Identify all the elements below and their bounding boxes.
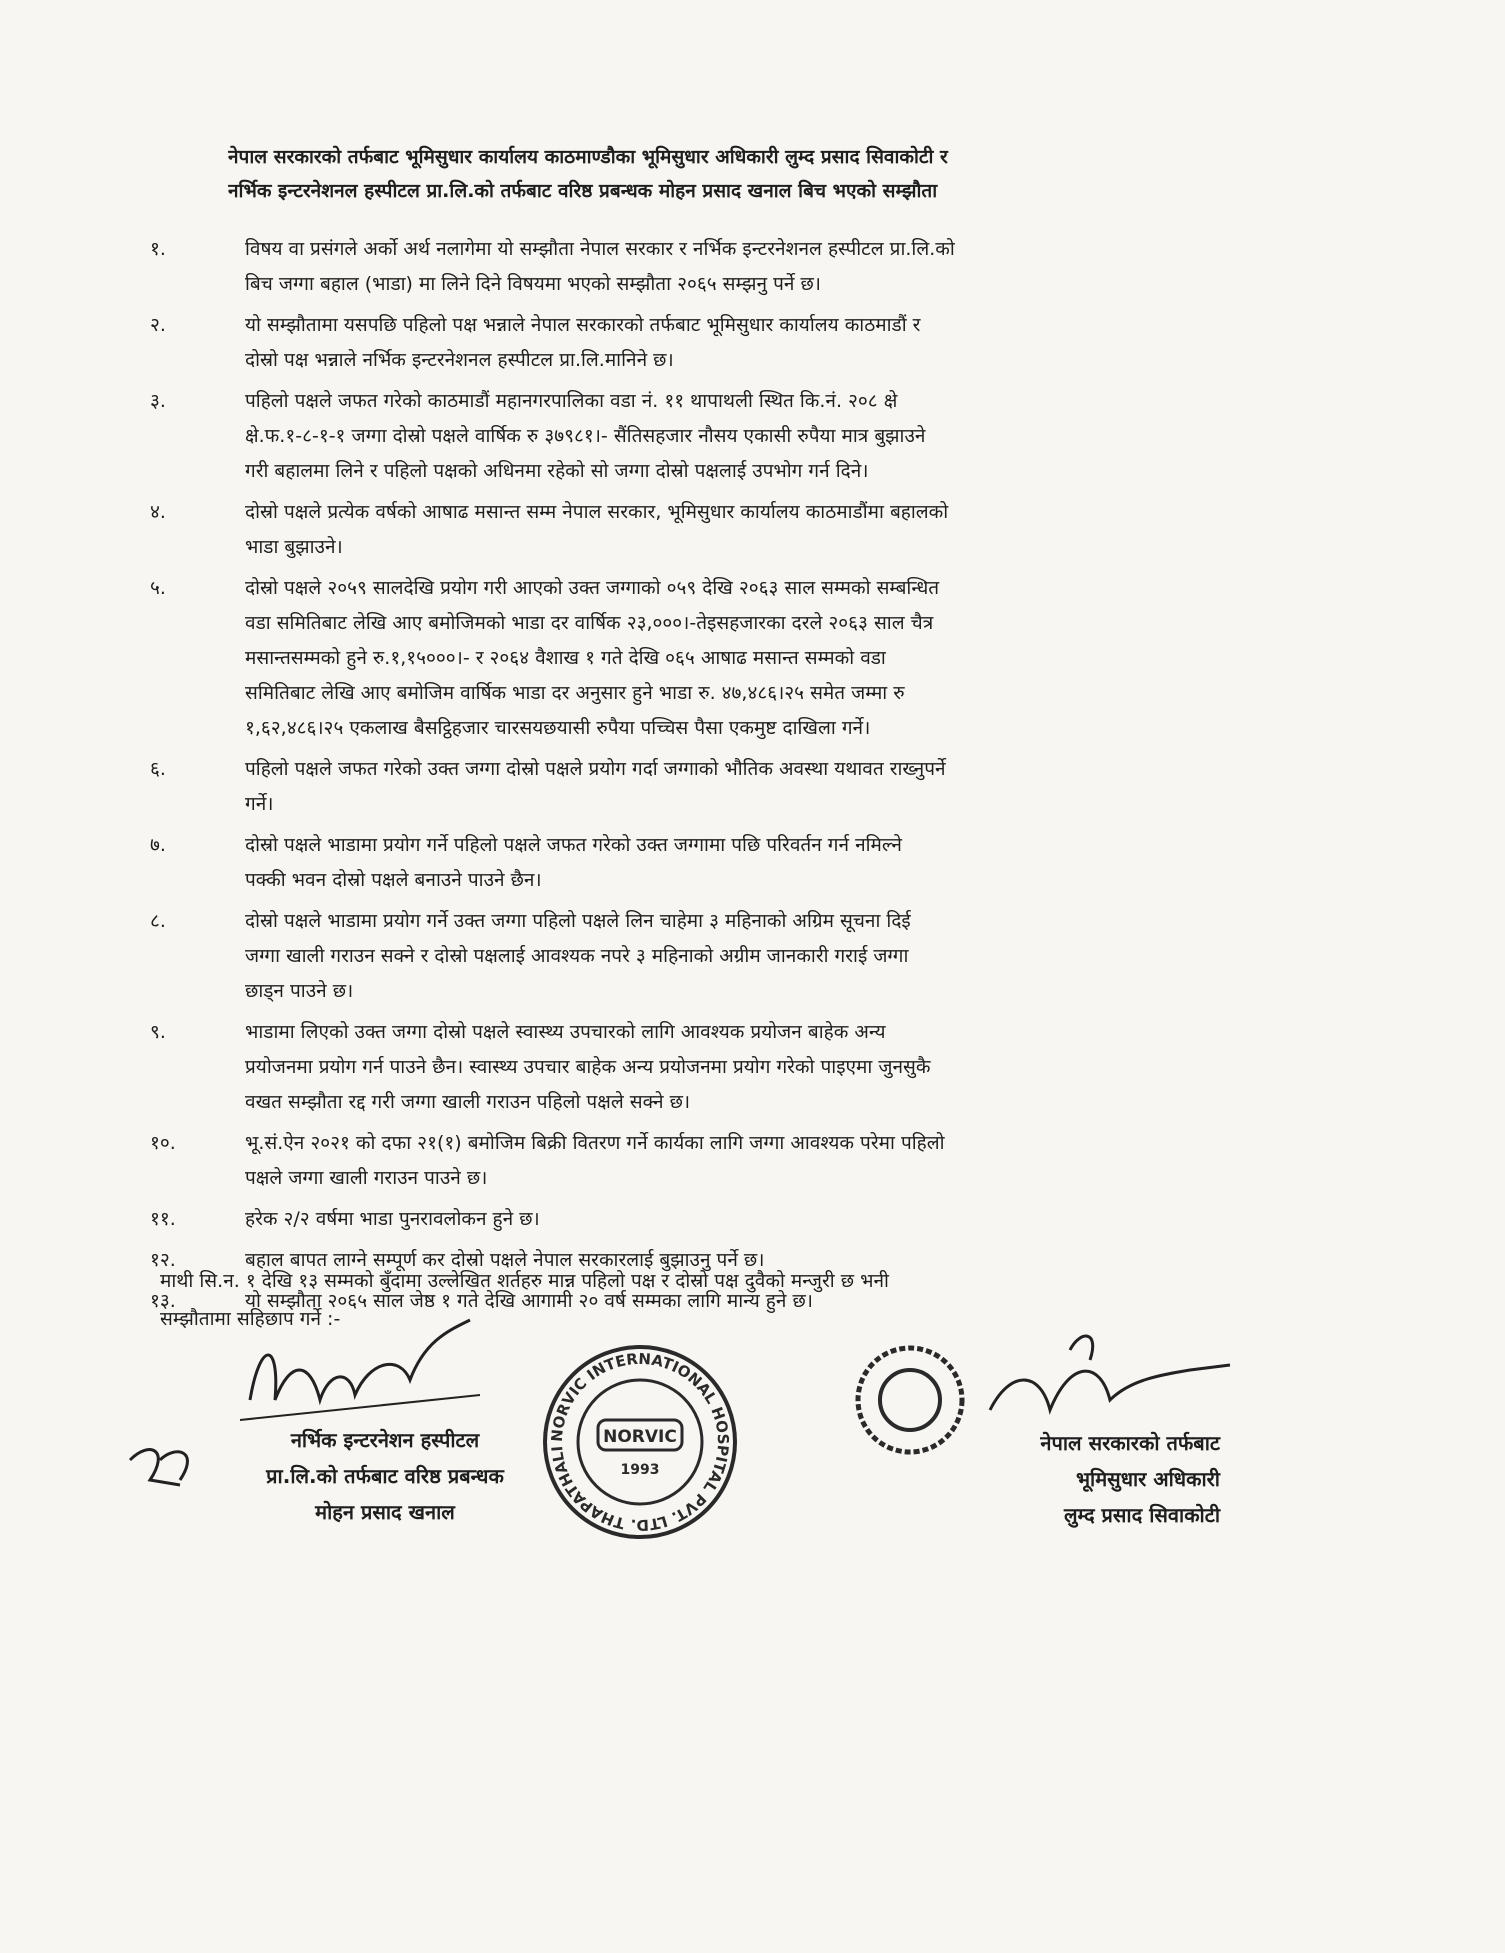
clause-line: यो सम्झौता २०६५ साल जेष्ठ १ गते देखि आगामी २० वर्ष सम्मका लागि मान्य हुने छ।: [245, 1290, 813, 1312]
clause-text: [245, 384, 1300, 489]
clause-line: बहाल बापत लाग्ने सम्पूर्ण कर दोस्रो पक्षले नेपाल सरकारलाई बुझाउनु पर्ने छ।: [245, 1249, 765, 1271]
clause-number: ५.: [150, 577, 166, 599]
clause-item: [150, 571, 1300, 746]
seal-ring-text: NORVIC INTERNATIONAL HOSPITAL PVT. LTD. THAPATHALI: [547, 1349, 733, 1535]
clause-line: जग्गा खाली गराउन सक्ने र दोस्रो पक्षलाई आवश्यक नपरे ३ महिनाको अग्रीम जानकारी गराई जग्गा: [245, 945, 909, 967]
seal-logo-text: NORVIC: [603, 1427, 677, 1447]
left-signatory-block: [230, 1422, 540, 1530]
clause-number: ९.: [150, 1021, 166, 1043]
clause-item: [150, 232, 1300, 302]
clause-line: दोस्रो पक्षले प्रत्येक वर्षको आषाढ मसान्त सम्म नेपाल सरकार, भूमिसुधार कार्यालय काठमाडौंमा बहालको: [245, 501, 949, 523]
right-signatory-org: नेपाल सरकारको तर्फबाट: [1040, 1431, 1220, 1455]
clause-line: दोस्रो पक्षले २०५९ सालदेखि प्रयोग गरी आएको उक्त जग्गाको ०५९ देखि २०६३ साल सम्मको सम्बन्धित: [245, 577, 940, 599]
clause-line: मसान्तसम्मको हुने रु.१,१५०००।- र २०६४ वैशाख १ गते देखि ०६५ आषाढ मसान्त सम्मको वडा: [245, 647, 886, 669]
clause-line: यो सम्झौतामा यसपछि पहिलो पक्ष भन्नाले नेपाल सरकारको तर्फबाट भूमिसुधार कार्यालय काठमाडौं र: [245, 314, 921, 336]
clause-text: [245, 904, 1300, 1009]
right-signatory-block: [840, 1425, 1220, 1533]
right-signatory-name: लुम्द प्रसाद सिवाकोटी: [1063, 1503, 1220, 1527]
clause-line: वखत सम्झौता रद्द गरी जग्गा खाली गराउन पहिलो पक्षले सक्ने छ।: [245, 1091, 691, 1113]
clause-line: पक्षले जग्गा खाली गराउन पाउने छ।: [245, 1167, 488, 1189]
clause-line: दोस्रो पक्ष भन्नाले नर्भिक इन्टरनेशनल हस्पीटल प्रा.लि.मानिने छ।: [245, 349, 674, 371]
agreement-heading: [228, 140, 1248, 208]
clause-text: [245, 495, 1300, 565]
clause-line: गरी बहालमा लिने र पहिलो पक्षको अधिनमा रहेको सो जग्गा दोस्रो पक्षलाई उपभोग गर्न दिने।: [245, 460, 869, 482]
clause-number: ३.: [150, 390, 166, 412]
clause-item: [150, 904, 1300, 1009]
clause-line: समितिबाट लेखि आए बमोजिम वार्षिक भाडा दर अनुसार हुने भाडा रु. ४७,४८६।२५ समेत जम्मा रु: [245, 682, 905, 704]
clause-line: हरेक २/२ वर्षमा भाडा पुनरावलोकन हुने छ।: [245, 1208, 540, 1230]
left-signature: [230, 1300, 490, 1430]
clause-line: पहिलो पक्षले जफत गरेको काठमाडौं महानगरपालिका वडा नं. ११ थापाथली स्थित कि.नं. २०८ क्षे: [245, 390, 898, 412]
clause-line: क्षे.फ.१-८-१-१ जग्गा दोस्रो पक्षले वार्षिक रु ३७९८१।- सैंतिसहजार नौसय एकासी रुपैया मात्र बुझाउने: [245, 425, 926, 447]
clause-number: ६.: [150, 758, 166, 780]
clause-text: [245, 1015, 1300, 1120]
clause-number: १२.: [150, 1249, 176, 1271]
clause-line: दोस्रो पक्षले भाडामा प्रयोग गर्ने पहिलो पक्षले जफत गरेको उक्त जग्गामा पछि परिवर्तन गर्न नमिल्ने: [245, 834, 902, 856]
clause-line: भू.सं.ऐन २०२१ को दफा २१(१) बमोजिम बिक्री वितरण गर्ने कार्यका लागि जग्गा आवश्यक परेमा पहिलो: [245, 1132, 945, 1154]
clause-number: ११.: [150, 1208, 176, 1230]
clause-line: छाड्न पाउने छ।: [245, 980, 354, 1002]
clause-item: [150, 1202, 1300, 1237]
heading-line-1: नेपाल सरकारको तर्फबाट भूमिसुधार कार्यालय काठमाण्डौका भूमिसुधार अधिकारी लुम्द प्रसाद सिवाकोटी र: [228, 146, 948, 168]
clause-text: [245, 752, 1300, 822]
clause-line: गर्ने।: [245, 793, 274, 815]
clause-line: पहिलो पक्षले जफत गरेको उक्त जग्गा दोस्रो पक्षले प्रयोग गर्दा जग्गाको भौतिक अवस्था यथावत राख्नुपर्ने: [245, 758, 946, 780]
heading-line-2: नर्भिक इन्टरनेशनल हस्पीटल प्रा.लि.को तर्फबाट वरिष्ठ प्रबन्धक मोहन प्रसाद खनाल बिच भएको सम्झौता: [228, 180, 938, 202]
left-signatory-name: मोहन प्रसाद खनाल: [315, 1500, 455, 1524]
clause-line: भाडा बुझाउने।: [245, 536, 343, 558]
clause-text: [245, 1126, 1300, 1196]
clause-text: [245, 308, 1300, 378]
hospital-seal: [540, 1342, 740, 1542]
clause-line: बिच जग्गा बहाल (भाडा) मा लिने दिने विषयमा भएको सम्झौता २०६५ सम्झनु पर्ने छ।: [245, 273, 821, 295]
seal-year: 1993: [620, 1462, 660, 1478]
clause-number: १३.: [150, 1290, 176, 1312]
clause-number: ४.: [150, 501, 166, 523]
clause-item: [150, 1015, 1300, 1120]
clause-line: १,६२,४८६।२५ एकलाख बैसट्ठिहजार चारसयछयासी रुपैया पच्चिस पैसा एकमुष्ट दाखिला गर्ने।: [245, 717, 871, 739]
clause-item: [150, 308, 1300, 378]
clause-number: ७.: [150, 834, 166, 856]
left-signatory-title: प्रा.लि.को तर्फबाट वरिष्ठ प्रबन्धक: [266, 1464, 504, 1488]
clause-number: १.: [150, 238, 166, 260]
clause-item: [150, 384, 1300, 489]
clause-text: [245, 1202, 1300, 1237]
clause-line: पक्की भवन दोस्रो पक्षले बनाउने पाउने छैन।: [245, 869, 542, 891]
clause-number: ८.: [150, 910, 166, 932]
clause-item: [150, 1126, 1300, 1196]
clause-item: [150, 752, 1300, 822]
clause-line: प्रयोजनमा प्रयोग गर्न पाउने छैन। स्वास्थ्य उपचार बाहेक अन्य प्रयोजनमा प्रयोग गरेको पाइएमा जुनसुकै: [245, 1056, 931, 1078]
clause-line: भाडामा लिएको उक्त जग्गा दोस्रो पक्षले स्वास्थ्य उपचारको लागि आवश्यक प्रयोजन बाहेक अन्य: [245, 1021, 886, 1043]
clause-text: [245, 571, 1300, 746]
clause-text: [245, 232, 1300, 302]
closing-line-1: माथी सि.न. १ देखि १३ सम्मको बुँदामा उल्लेखित शर्तहरु मान्न पहिलो पक्ष र दोस्रो पक्ष दुवैको मन्जुरी छ भनी: [160, 1270, 889, 1292]
clause-text: [245, 828, 1300, 898]
clause-number: १०.: [150, 1132, 176, 1154]
clause-number: २.: [150, 314, 166, 336]
right-signatory-title: भूमिसुधार अधिकारी: [1075, 1467, 1220, 1491]
clause-item: [150, 828, 1300, 898]
left-signatory-org: नर्भिक इन्टरनेशन हस्पीटल: [290, 1428, 480, 1452]
clause-line: दोस्रो पक्षले भाडामा प्रयोग गर्ने उक्त जग्गा पहिलो पक्षले लिन चाहेमा ३ महिनाको अग्रिम सूचना दिई: [245, 910, 911, 932]
clause-line: विषय वा प्रसंगले अर्को अर्थ नलागेमा यो सम्झौता नेपाल सरकार र नर्भिक इन्टरनेशनल हस्पीटल प्रा.लि.को: [245, 238, 955, 260]
initials-scribble: [120, 1440, 210, 1520]
closing-line-2: सम्झौतामा सहिछाप गर्ने :-: [160, 1308, 341, 1330]
right-signature: [980, 1330, 1240, 1440]
clause-item: [150, 495, 1300, 565]
clause-list: [150, 232, 1300, 1325]
clause-line: वडा समितिबाट लेखि आए बमोजिमको भाडा दर वार्षिक २३,०००।-तेइसहजारका दरले २०६३ साल चैत्र: [245, 612, 934, 634]
